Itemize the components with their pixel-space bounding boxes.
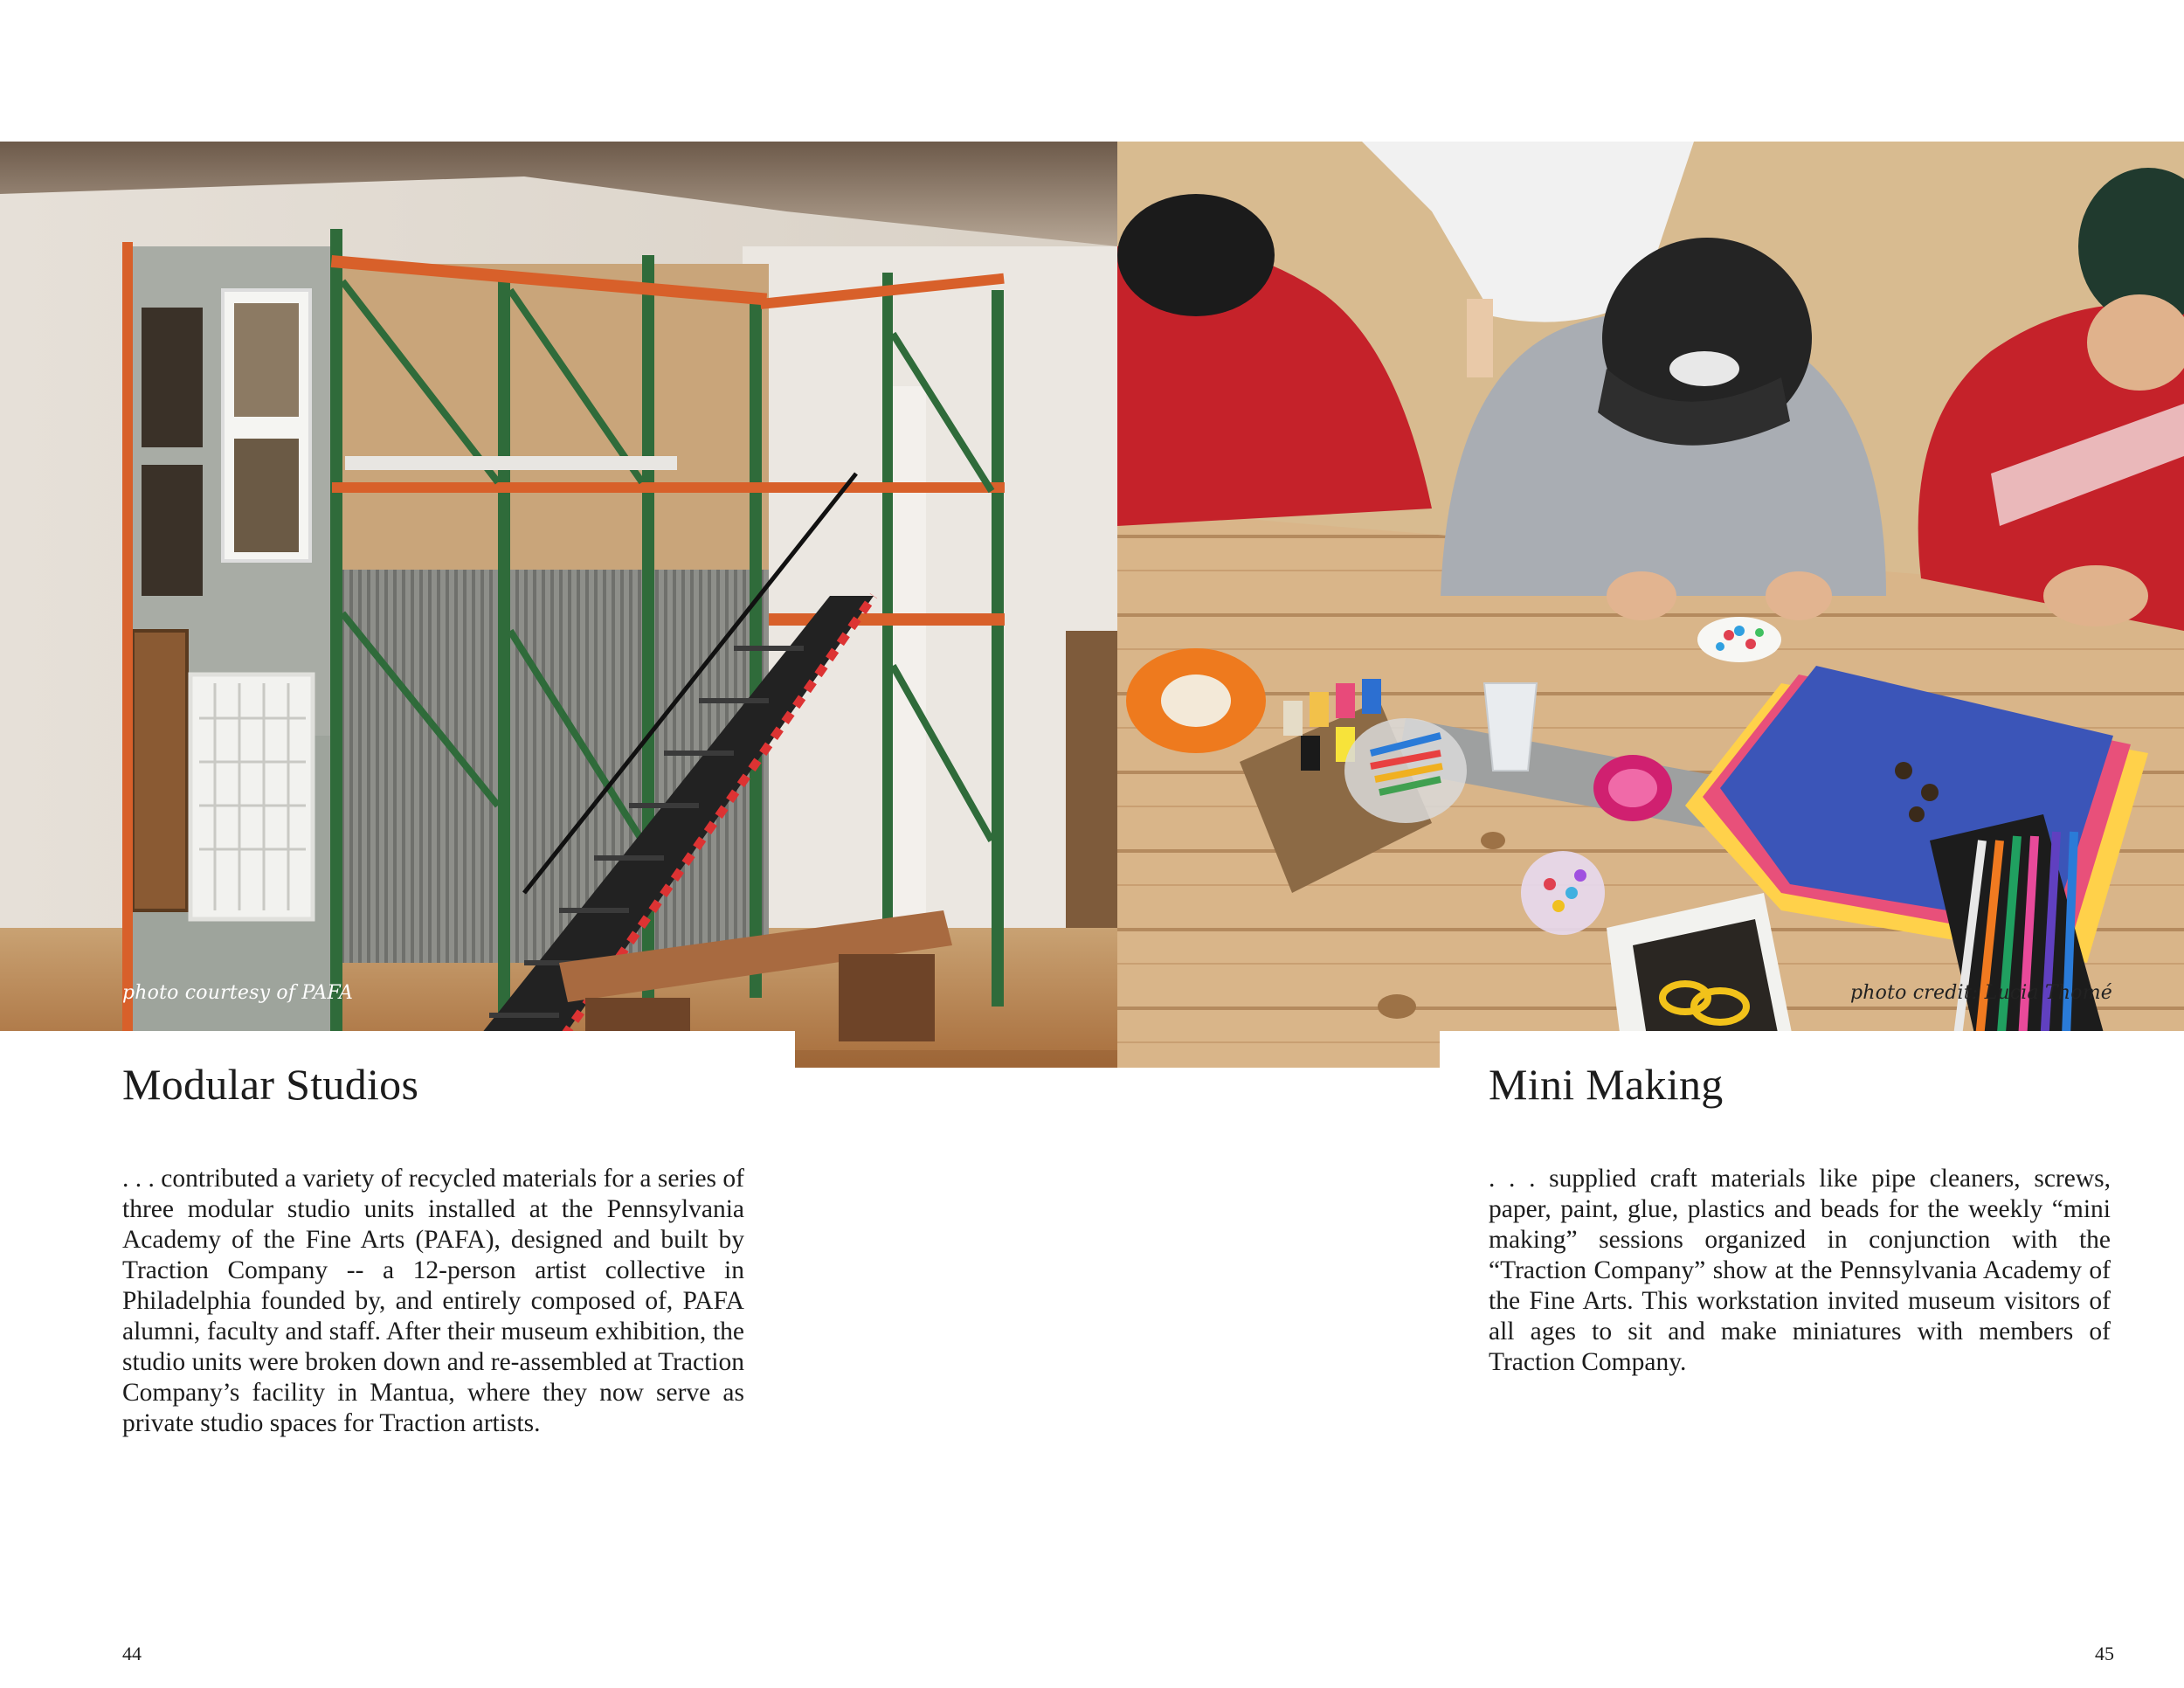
page-number-right: 45	[2095, 1643, 2114, 1664]
body-text-mini-making: . . . supplied craft materials like pipe cleaners, screws, paper, paint, glue, plastics and beads for the weekly “mini making” sessions organized in conjunction with the “Traction Company” show at the Pennsylvania Academy of the Fine Arts. This workstation invited museum visitors of all ages to sit and make miniatures with members of Traction Company.	[1489, 1165, 2111, 1376]
section-title-modular-studios: Modular Studios	[122, 1060, 419, 1109]
mini-making-illustration	[1117, 142, 2184, 1068]
section-title-mini-making: Mini Making	[1489, 1060, 1724, 1109]
modular-studios-photo	[0, 142, 1117, 1068]
modular-studios-illustration	[0, 142, 1117, 1068]
photo-caption-right: photo credit: Lucia Thomé	[1849, 982, 2112, 1004]
body-text-modular-studios: . . . contributed a variety of recycled materials for a series of three modular studio units installed at the Pennsylvania Academy of the Fine Arts (PAFA), designed and built by Traction Company -- a 12-person artist collective in Philadelphia founded by, and entirely composed of, PAFA alumni, faculty and staff. After their museum exhibition, the studio units were broken down and re-assembled at Traction Company’s facility in Mantua, where they now serve as private studio spaces for Traction artists.	[122, 1165, 744, 1437]
page-number-left: 44	[122, 1643, 142, 1664]
mini-making-photo	[1117, 142, 2184, 1068]
photo-caption-left: photo courtesy of PAFA	[122, 982, 354, 1004]
